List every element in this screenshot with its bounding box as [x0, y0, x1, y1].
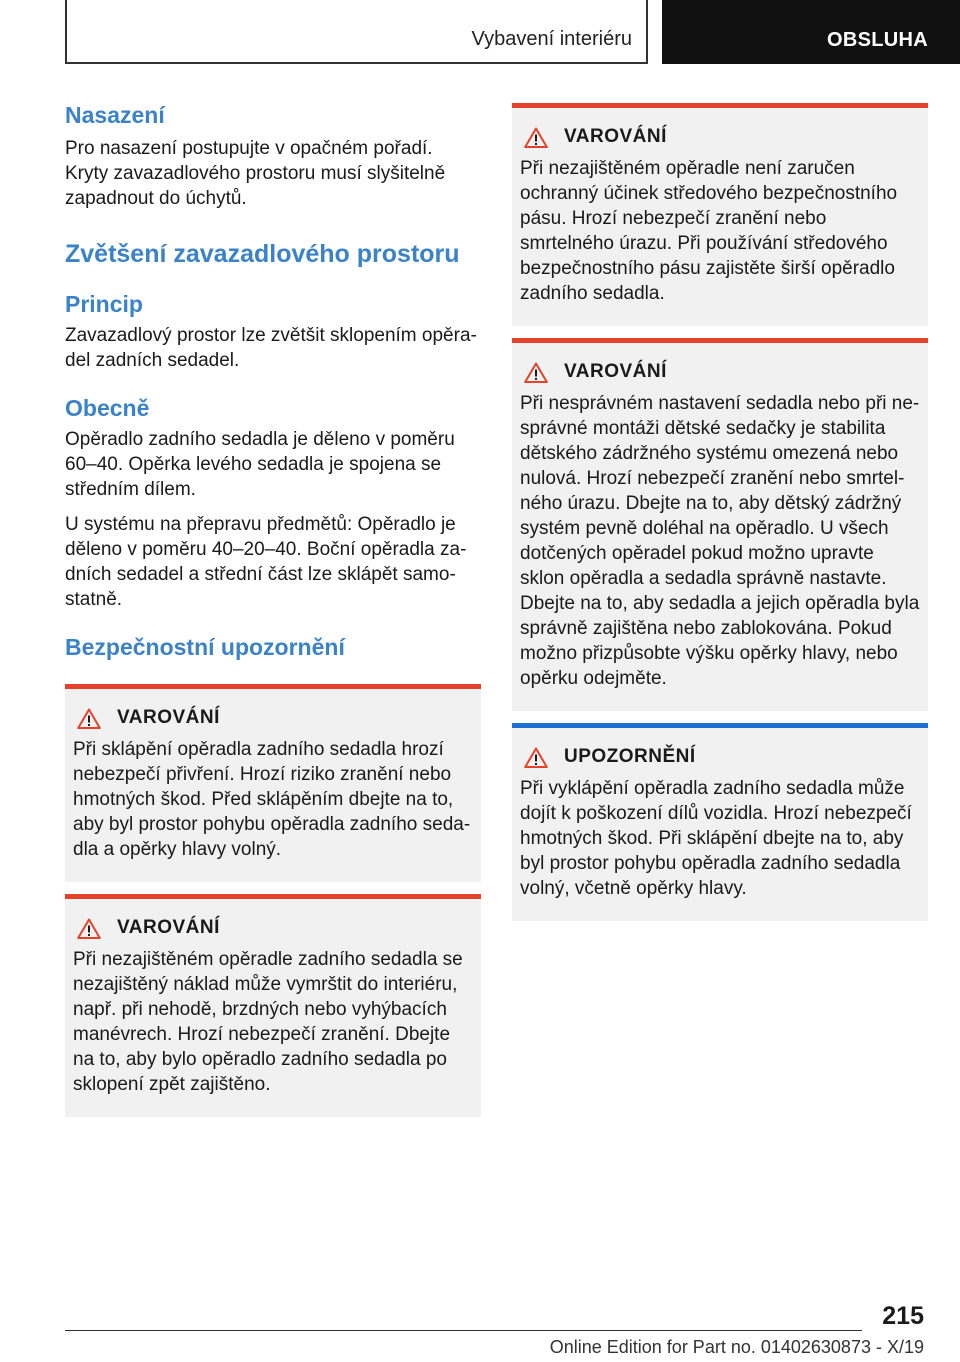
warning-box-title	[73, 707, 473, 729]
warning-box-1	[65, 684, 481, 882]
warning-label: VAROVÁNÍ	[117, 917, 220, 938]
paragraph-nasazeni: Pro nasazení postupujte v opačném pořadí. Kryty zavazadlového prostoru musí slyšitelně zapadnout do úchytů.	[65, 138, 446, 209]
warning-triangle-icon	[77, 918, 101, 939]
heading-zvetseni: Zvětšení zavazadlového prostoru	[65, 240, 460, 268]
heading-nasazeni: Nasazení	[65, 102, 165, 128]
notice-text: Při vyklápění opěradla zadního sedadla může dojít k poškození dílů vozidla. Hrozí nebezpečí hmotných škod. Při sklápění dbejte na to, aby byl prostor pohybu opěradla zadního sedadla volný, včetně opěrky hlavy.	[520, 778, 912, 899]
warning-box-3	[512, 103, 928, 326]
warning-box-title	[520, 361, 920, 383]
heading-obecne: Obecně	[65, 395, 150, 421]
paragraph-princip: Zavazadlový prostor lze zvětšit sklopením opěradel zadních sedadel.	[65, 325, 477, 371]
section-title: Vybavení interiéru	[471, 28, 632, 50]
page-header	[0, 0, 960, 66]
chapter-tab	[662, 0, 960, 64]
warning-text: Při nezajištěném opěradle není zaručen ochranný účinek středového bezpečnostního pásu. Hrozí nebezpečí zranění nebo smrtelného úrazu. Při používání středového bezpečnostního pásu zajistěte širší opěradlo zadního sedadla.	[520, 158, 898, 304]
edition-text: Online Edition for Part no. 01402630873 - X/19	[549, 1337, 924, 1357]
notice-label: UPOZORNĚNÍ	[564, 746, 696, 767]
paragraph-obecne-1: Opěradlo zadního sedadla je děleno v poměru 60–40. Opěrka levého sedadla je spojena se středním dílem.	[65, 429, 455, 500]
warning-box-4	[512, 338, 928, 711]
warning-label: VAROVÁNÍ	[564, 361, 667, 382]
warning-triangle-icon	[524, 362, 548, 383]
notice-box-title	[520, 746, 920, 768]
warning-triangle-icon	[524, 747, 548, 768]
warning-text: Při nesprávném nastavení sedadla nebo při nesprávné montáži dětské sedačky je stabilita dětského zádržného systému omezená nebo nulová. Hrozí nebezpečí zranění nebo smrtelného úrazu. Dbejte na to, aby dětský zádržný systém pevně doléhal na opěradlo. U všech dotčených opěradel pokud možno upravte sklon opěradla a sedadla správně nastavte. Dbejte na to, aby sedadla a jejich opěradla byla správně zajištěna nebo zablokována. Pokud možno přizpůsobte výšku opěrky hlavy, nebo opěrku odejměte.	[520, 393, 920, 689]
section-tab	[65, 0, 648, 64]
warning-triangle-icon	[524, 127, 548, 148]
warning-label: VAROVÁNÍ	[564, 126, 667, 147]
warning-box-title	[73, 917, 473, 939]
warning-text: Při sklápění opěradla zadního sedadla hrozí nebezpečí přivření. Hrozí riziko zranění nebo hmotných škod. Před sklápěním dbejte na to, aby byl prostor pohybu opěradla zadního sedadla a opěrky hlavy volný.	[73, 739, 471, 860]
right-column	[512, 103, 928, 921]
notice-box	[512, 723, 928, 921]
left-column	[65, 100, 481, 1117]
warning-text: Při nezajištěném opěradle zadního sedadla se nezajištěný náklad může vymrštit do interiéru, např. při nehodě, brzdných nebo vyhýbacích manévrech. Hrozí nebezpečí zranění. Dbejte na to, aby bylo opěradlo zadního sedadla po sklopení zpět zajištěno.	[73, 949, 463, 1095]
paragraph-obecne-2: U systému na přepravu předmětů: Opěradlo je děleno v poměru 40–20–40. Boční opěradla zadních sedadel a střední část lze sklápět samostatně.	[65, 514, 467, 610]
heading-bezpecnostni: Bezpečnostní upozornění	[65, 634, 345, 660]
chapter-title: OBSLUHA	[827, 29, 928, 51]
footer-divider	[65, 1330, 862, 1331]
warning-box-2	[65, 894, 481, 1117]
page-number: 215	[882, 1302, 924, 1330]
warning-triangle-icon	[77, 708, 101, 729]
warning-box-title	[520, 126, 920, 148]
heading-princip: Princip	[65, 291, 143, 317]
warning-label: VAROVÁNÍ	[117, 707, 220, 728]
